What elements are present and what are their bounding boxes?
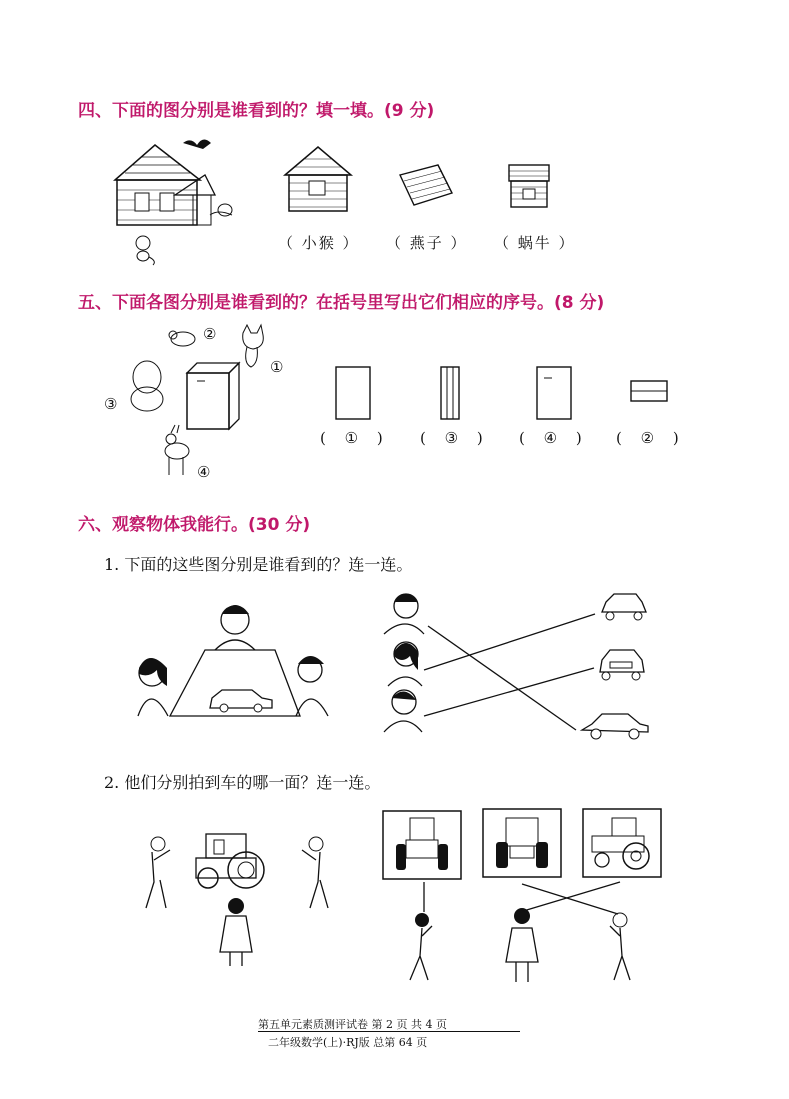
- section-5-title: 五、下面各图分别是谁看到的？在括号里写出它们相应的序号。(8 分): [78, 293, 605, 313]
- scene-label-3: ③: [104, 395, 118, 413]
- footer-divider: [258, 1031, 520, 1032]
- answer-blank-3[interactable]: （ 蜗牛 ）: [494, 234, 576, 252]
- paren-open: (: [616, 429, 624, 447]
- paren-close: ): [575, 429, 584, 447]
- paren-close: ): [376, 429, 385, 447]
- answer-value: ②: [640, 429, 657, 447]
- question-1-text: 1. 下面的这些图分别是谁看到的？连一连。: [104, 555, 413, 574]
- footer-line-1: 第五单元素质测评试卷 第 2 页 共 4 页: [258, 1018, 447, 1031]
- scene-label-2: ②: [203, 325, 217, 343]
- answer-blank-1[interactable]: （ 小猴 ）: [278, 234, 360, 252]
- section-6-title: 六、观察物体我能行。(30 分): [78, 515, 311, 535]
- paren-close: ): [672, 429, 681, 447]
- answer-blank-2[interactable]: （ 燕子 ）: [386, 234, 468, 252]
- question-2-text: 2. 他们分别拍到车的哪一面？连一连。: [104, 773, 381, 792]
- answer-value: ①: [344, 429, 361, 447]
- answer-value: ④: [543, 429, 560, 447]
- answer-value: ③: [444, 429, 461, 447]
- paren-open: (: [320, 429, 328, 447]
- scene-label-4: ④: [197, 463, 211, 481]
- footer-line-2: 二年级数学(上)·RJ版 总第 64 页: [268, 1036, 428, 1049]
- scene-label-1: ①: [270, 358, 284, 376]
- paren-close: ): [476, 429, 485, 447]
- section-4-title: 四、下面的图分别是谁看到的？填一填。(9 分): [78, 101, 435, 121]
- paren-open: (: [519, 429, 527, 447]
- paren-open: (: [420, 429, 428, 447]
